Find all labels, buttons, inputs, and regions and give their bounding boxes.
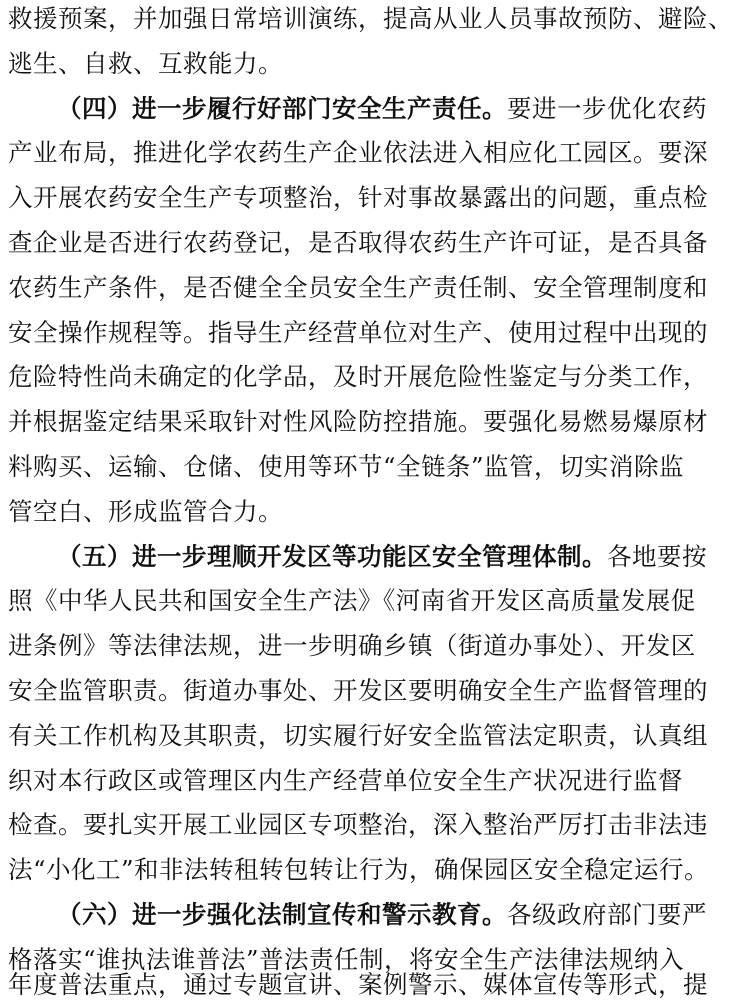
body-text: 要进一步优化农药	[507, 93, 707, 123]
body-line: 并根据鉴定结果采取针对性风险防控措施。要强化易燃易爆原材	[8, 407, 708, 437]
body-line: 进条例》等法律法规，进一步明确乡镇（街道办事处）、开发区	[8, 631, 696, 661]
body-line: 照《中华人民共和国安全生产法》《河南省开发区高质量发展促	[8, 586, 696, 616]
body-line: 管空白、形成监管合力。	[8, 496, 283, 526]
body-line: 织对本行政区或管理区内生产经营单位安全生产状况进行监督	[8, 765, 683, 795]
section-4-heading: （四）进一步履行好部门安全生产责任。	[57, 93, 507, 123]
body-line: 农药生产条件，是否健全全员安全生产责任制、安全管理制度和	[8, 272, 708, 302]
body-text: 各地要按	[607, 541, 707, 571]
body-line: 救援预案，并加强日常培训演练，提高从业人员事故预防、避险、	[8, 4, 733, 33]
body-line: 检查。要扎实开展工业园区专项整治，深入整治严厉打击非法违	[8, 810, 708, 840]
body-text: 各级政府部门要严	[507, 900, 707, 929]
body-line: 危险特性尚未确定的化学品，及时开展危险性鉴定与分类工作，	[8, 362, 708, 392]
section-5-heading: （五）进一步理顺开发区等功能区安全管理体制。	[57, 541, 607, 571]
body-line: 法“小化工”和非法转租转包转让行为，确保园区安全稳定运行。	[8, 855, 710, 885]
body-line: 安全操作规程等。指导生产经营单位对生产、使用过程中出现的	[8, 317, 708, 347]
body-line: 有关工作机构及其职责，切实履行好安全监管法定职责，认真组	[8, 720, 708, 750]
body-line: 产业布局，推进化学农药生产企业依法进入相应化工园区。要深	[8, 138, 708, 168]
body-line: 年度普法重点，通过专题宣讲、案例警示、媒体宣传等形式，提	[8, 969, 708, 999]
body-line: 格落实“谁执法谁普法”普法责任制，将安全生产法律法规纳入	[8, 944, 685, 974]
body-line: 安全监管职责。街道办事处、开发区要明确安全生产监督管理的	[8, 676, 708, 705]
body-line: 逃生、自救、互救能力。	[8, 48, 283, 78]
section-6-heading: （六）进一步强化法制宣传和警示教育。	[57, 900, 507, 929]
body-line: 查企业是否进行农药登记，是否取得农药生产许可证，是否具备	[8, 228, 708, 257]
body-line: 入开展农药安全生产专项整治，针对事故暴露出的问题，重点检	[8, 183, 708, 213]
body-line: 料购买、运输、仓储、使用等环节“全链条”监管，切实消除监	[8, 452, 685, 481]
